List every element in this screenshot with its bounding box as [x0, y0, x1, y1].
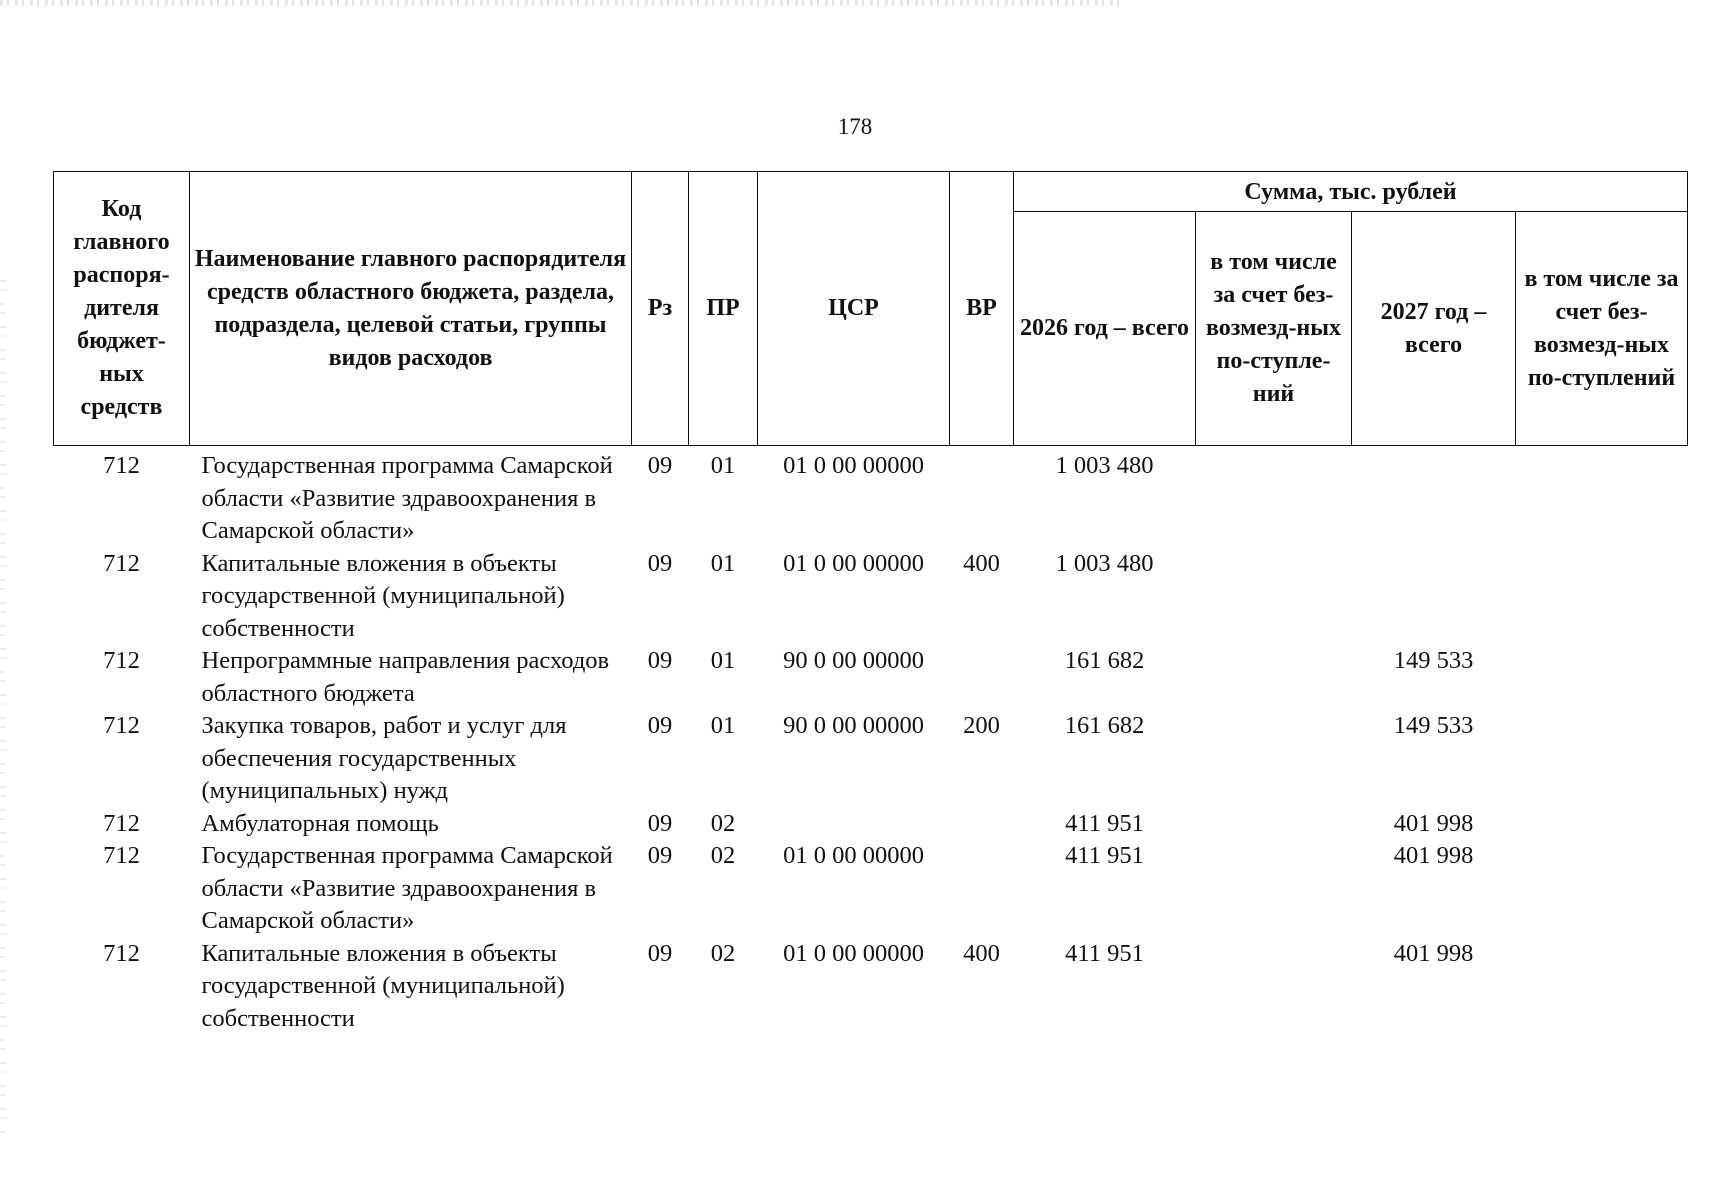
row-rz: 09	[647, 939, 673, 967]
row-2027-total: 401 998	[1393, 809, 1474, 837]
row-name: Непрограммные направления расходов областного бюджета	[201, 647, 610, 707]
table-row	[54, 840, 1688, 938]
row-2027-total: 401 998	[1393, 842, 1474, 869]
row-csr: 90 0 00 00000	[783, 712, 924, 739]
row-csr	[758, 808, 950, 841]
row-2026-grants	[1196, 645, 1352, 710]
header-code: Код главного распоря-дителя бюджет-ных средств	[54, 172, 190, 446]
row-name: Амбулаторная помощь	[201, 809, 439, 837]
row-2026-total: 161 682	[1064, 647, 1145, 674]
row-2026-grants	[1196, 710, 1352, 808]
row-rz: 09	[647, 809, 673, 837]
row-code: 712	[103, 842, 140, 869]
table-row	[54, 938, 1688, 1036]
row-2027-total: 149 533	[1393, 712, 1474, 739]
header-2026-total: 2026 год – всего	[1014, 212, 1196, 446]
row-2027-grants	[1516, 938, 1688, 1036]
row-vr: 400	[963, 549, 1000, 577]
row-2027-grants	[1516, 808, 1688, 841]
row-name: Капитальные вложения в объекты государственной (муниципальной) собственности	[201, 939, 565, 1032]
row-name: Государственная программа Самарской области «Развитие здравоохранения в Самарской области»	[201, 842, 613, 934]
row-vr	[950, 840, 1014, 938]
header-rz: Рз	[632, 172, 689, 446]
row-2027-total	[1352, 446, 1516, 548]
row-csr: 01 0 00 00000	[783, 452, 924, 479]
row-csr: 01 0 00 00000	[783, 549, 924, 577]
table-row	[54, 710, 1688, 808]
row-name: Капитальные вложения в объекты государственной (муниципальной) собственности	[201, 549, 565, 642]
header-sum-group: Сумма, тыс. рублей	[1014, 172, 1688, 212]
row-code: 712	[103, 712, 140, 739]
row-code: 712	[103, 452, 140, 479]
row-2026-grants	[1196, 938, 1352, 1036]
header-2027-grants: в том числе за счет без-возмезд-ных по-ступлений	[1516, 212, 1688, 446]
row-2027-total: 401 998	[1393, 939, 1474, 967]
row-pr: 02	[710, 809, 736, 837]
header-name: Наименование главного распорядителя средств областного бюджета, раздела, подраздела, целевой статьи, группы видов расходов	[190, 172, 632, 446]
row-2026-total: 1 003 480	[1055, 549, 1154, 577]
row-pr: 01	[710, 647, 736, 674]
row-pr: 02	[710, 939, 736, 967]
row-2026-grants	[1196, 446, 1352, 548]
row-pr: 01	[710, 452, 736, 479]
table-row	[54, 808, 1688, 841]
row-rz: 09	[647, 647, 673, 674]
row-2027-total	[1352, 548, 1516, 646]
header-pr: ПР	[689, 172, 758, 446]
row-2026-total: 411 951	[1065, 939, 1144, 967]
row-2027-grants	[1516, 446, 1688, 548]
row-2027-grants	[1516, 710, 1688, 808]
row-2027-grants	[1516, 840, 1688, 938]
row-2026-total: 411 951	[1065, 842, 1144, 869]
row-vr	[950, 645, 1014, 710]
header-2026-grants: в том числе за счет без-возмезд-ных по-ступле-ний	[1196, 212, 1352, 446]
budget-table	[53, 171, 1688, 1035]
row-csr: 01 0 00 00000	[783, 842, 924, 869]
row-vr	[950, 808, 1014, 841]
row-rz: 09	[647, 549, 673, 577]
row-code: 712	[103, 809, 140, 837]
table-row	[54, 645, 1688, 710]
header-vr: ВР	[950, 172, 1014, 446]
row-code: 712	[103, 939, 140, 967]
header-csr: ЦСР	[758, 172, 950, 446]
row-code: 712	[103, 647, 140, 674]
row-2026-grants	[1196, 840, 1352, 938]
row-2026-total: 1 003 480	[1055, 452, 1154, 479]
row-csr: 01 0 00 00000	[783, 939, 924, 967]
scan-edge-top	[0, 0, 1120, 6]
scan-edge-left	[0, 280, 6, 1140]
header-2027-total: 2027 год – всего	[1352, 212, 1516, 446]
row-name: Закупка товаров, работ и услуг для обеспечения государственных (муниципальных) нужд	[201, 712, 567, 804]
row-rz: 09	[647, 842, 673, 869]
row-pr: 01	[710, 549, 736, 577]
row-pr: 01	[710, 712, 736, 739]
row-rz: 09	[647, 712, 673, 739]
row-2026-grants	[1196, 808, 1352, 841]
row-rz: 09	[647, 452, 673, 479]
table-header	[54, 172, 1688, 446]
row-name: Государственная программа Самарской области «Развитие здравоохранения в Самарской области»	[201, 452, 613, 544]
table-row	[54, 446, 1688, 548]
row-2026-total: 411 951	[1065, 809, 1144, 837]
row-code: 712	[103, 549, 140, 577]
row-2026-total: 161 682	[1064, 712, 1145, 739]
row-csr: 90 0 00 00000	[783, 647, 924, 674]
table-row	[54, 548, 1688, 646]
table-body	[54, 446, 1688, 1036]
row-vr	[950, 446, 1014, 548]
row-2027-grants	[1516, 645, 1688, 710]
page-number: 178	[837, 114, 873, 139]
row-2026-grants	[1196, 548, 1352, 646]
row-2027-grants	[1516, 548, 1688, 646]
row-2027-total: 149 533	[1393, 647, 1474, 674]
row-vr: 400	[963, 939, 1000, 967]
row-pr: 02	[710, 842, 736, 869]
row-vr: 200	[963, 712, 1000, 739]
